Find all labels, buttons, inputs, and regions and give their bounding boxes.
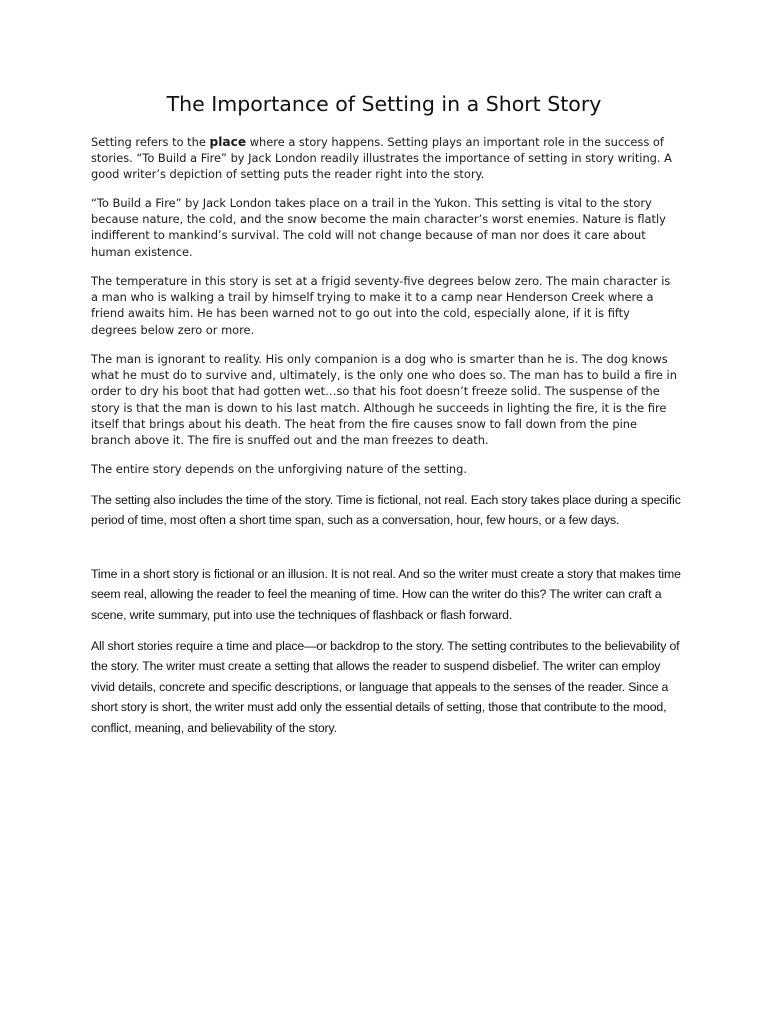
paragraph-time-illusion: Time in a short story is fictional or an illusion. It is not real. And so the writer must create a story that makes time seem real, allowing the reader to feel the meaning of time. How can the writer do this? The writer can craft a scene, write summary, put into use the techniques of flashback or flash forward. (91, 567, 681, 622)
paragraph-setting-definition (91, 134, 679, 183)
paragraph-time-and-place: All short stories require a time and place—or backdrop to the story. The setting contributes to the believability of the story. The writer must create a setting that allows the reader to suspend disbelief. The writer can employ vivid details, concrete and specific descriptions, or language that appeals to the senses of the reader. Since a short story is short, the writer must add only the essential details of setting, those that contribute to the mood, conflict, meaning, and believability of the story. (91, 639, 680, 735)
document-title: The Importance of Setting in a Short Story (166, 92, 602, 116)
paragraph-temperature: The temperature in this story is set at a frigid seventy-five degrees below zero. The main character is a man who is walking a trail by himself trying to make it to a camp near Henderson Creek where a friend awaits him. He has been warned not to go out into the cold, especially alone, if it is fifty degrees below zero or more. (91, 274, 671, 337)
paragraph-unforgiving-nature: The entire story depends on the unforgiving nature of the setting. (91, 462, 467, 476)
paragraph-time-of-story: The setting also includes the time of the story. Time is fictional, not real. Each story takes place during a specific period of time, most often a short time span, such as a conversation, hour, few hours, or a few days. (91, 493, 681, 528)
paragraph-text: Setting refers to the (91, 135, 210, 149)
emphasis-place: place (209, 135, 247, 149)
paragraph-text: where a story happens. Setting plays an important role in the success of stories. “To Build a Fire” by Jack London readily illustrates the importance of setting in story writing. A good writer’s depiction of setting puts the reader right into the story. (91, 135, 672, 182)
paragraph-yukon-setting: “To Build a Fire” by Jack London takes place on a trail in the Yukon. This setting is vital to the story because nature, the cold, and the snow become the main character’s worst enemies. Nature is flatly indifferent to mankind’s survival. The cold will not change because of man nor does it care about human existence. (91, 196, 666, 259)
paragraph-man-and-dog: The man is ignorant to reality. His only companion is a dog who is smarter than he is. The dog knows what he must do to survive and, ultimately, is the only one who does so. The man has to build a fire in order to dry his boot that had gotten wet…so that his foot doesn’t freeze solid. The suspense of the story is that the man is down to his last match. Although he succeeds in lighting the fire, it is the fire itself that brings about his death. The heat from the fire causes snow to fall down from the pine branch above it. The fire is snuffed out and the man freezes to death. (91, 352, 677, 448)
